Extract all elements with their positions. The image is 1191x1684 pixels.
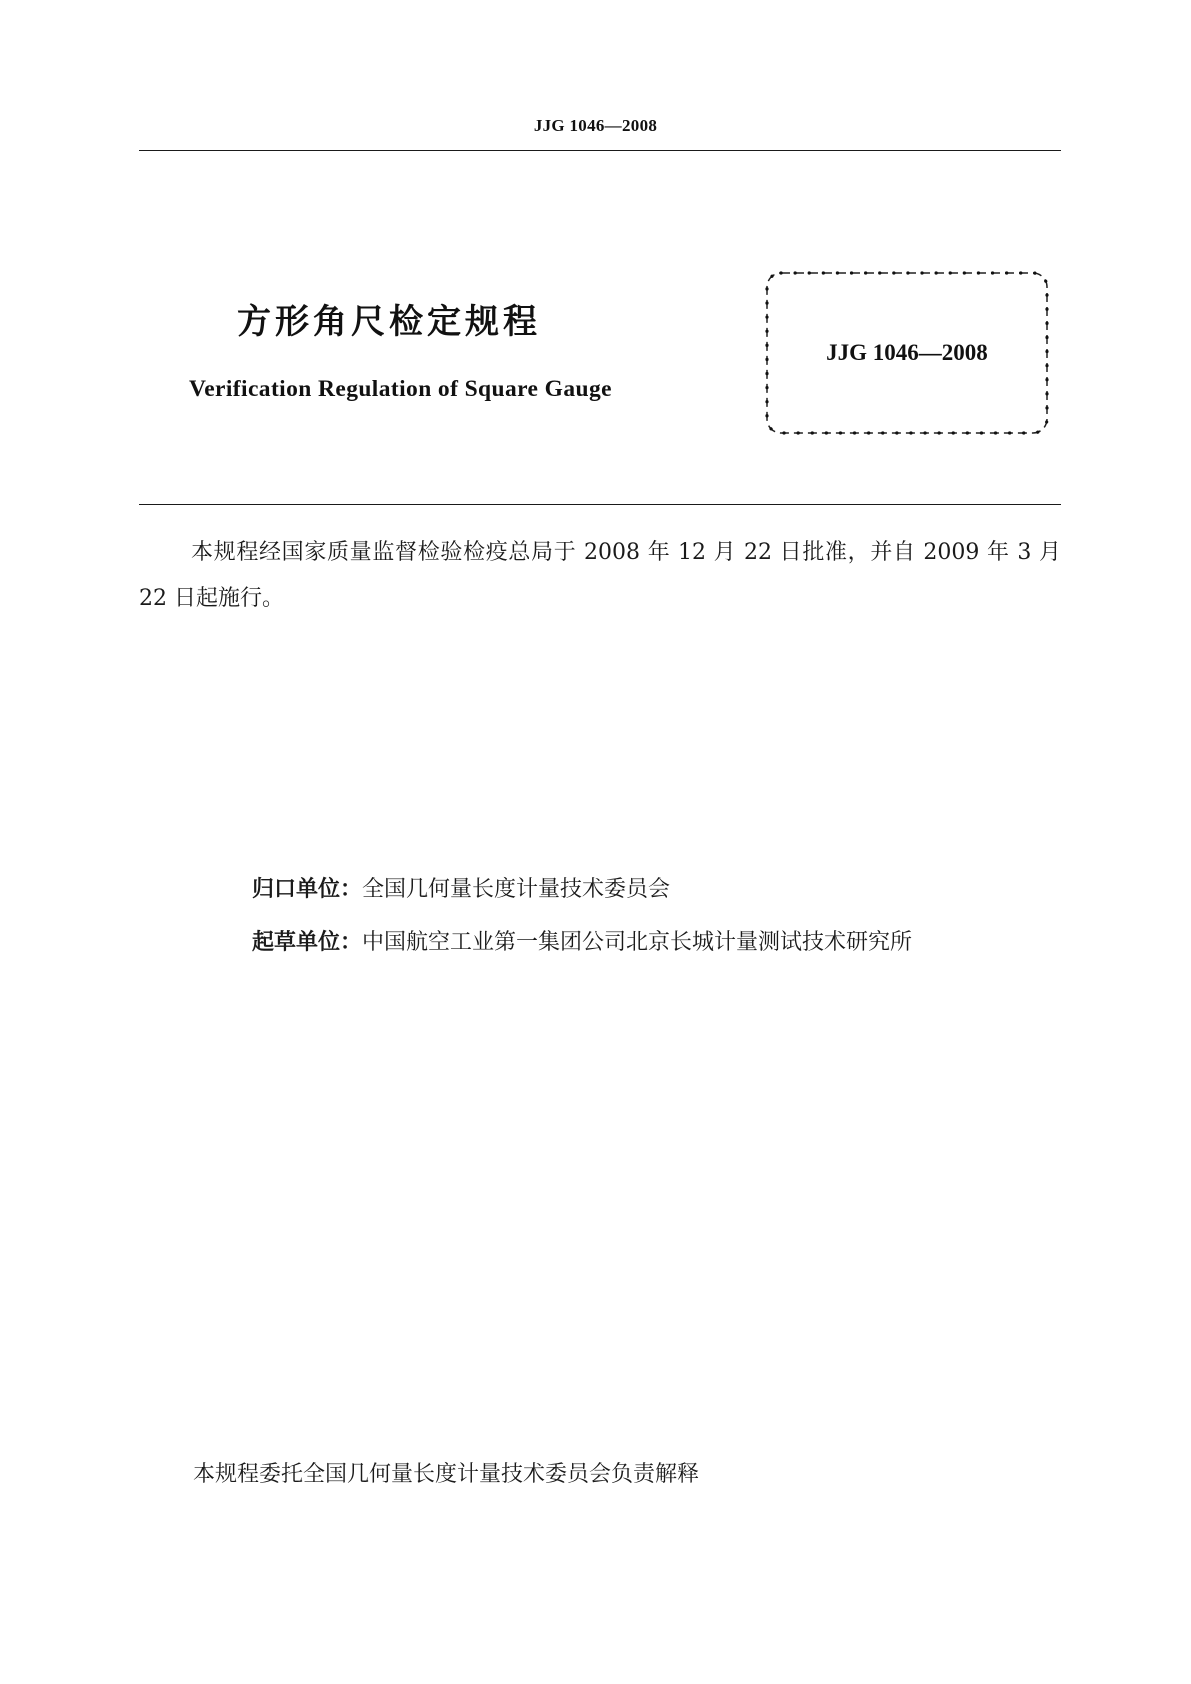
drafting-unit-label: 起草单位：: [252, 930, 363, 955]
drafting-unit-value: 中国航空工业第一集团公司北京长城计量测试技术研究所: [362, 930, 913, 955]
code-frame: [762, 268, 1052, 438]
document-code: JJG 1046—2008: [826, 340, 988, 365]
responsible-unit-value: 全国几何量长度计量技术委员会: [362, 877, 671, 902]
document-title-english: Verification Regulation of Square Gauge: [189, 376, 612, 402]
header-rule: [139, 150, 1061, 151]
drafting-unit: [252, 925, 1072, 956]
document-title-chinese: 方形角尺检定规程: [237, 302, 541, 342]
title-rule: [139, 504, 1061, 505]
approval-paragraph: 本规程经国家质量监督检验检疫总局于 2008 年 12 月 22 日批准，并自 2009 年 3 月 22 日起施行。: [139, 540, 1061, 611]
responsible-unit: [252, 872, 1072, 903]
running-header-code: JJG 1046—2008: [533, 116, 658, 135]
responsible-unit-label: 归口单位：: [252, 877, 363, 902]
interpretation-note: 本规程委托全国几何量长度计量技术委员会负责解释: [193, 1462, 700, 1487]
